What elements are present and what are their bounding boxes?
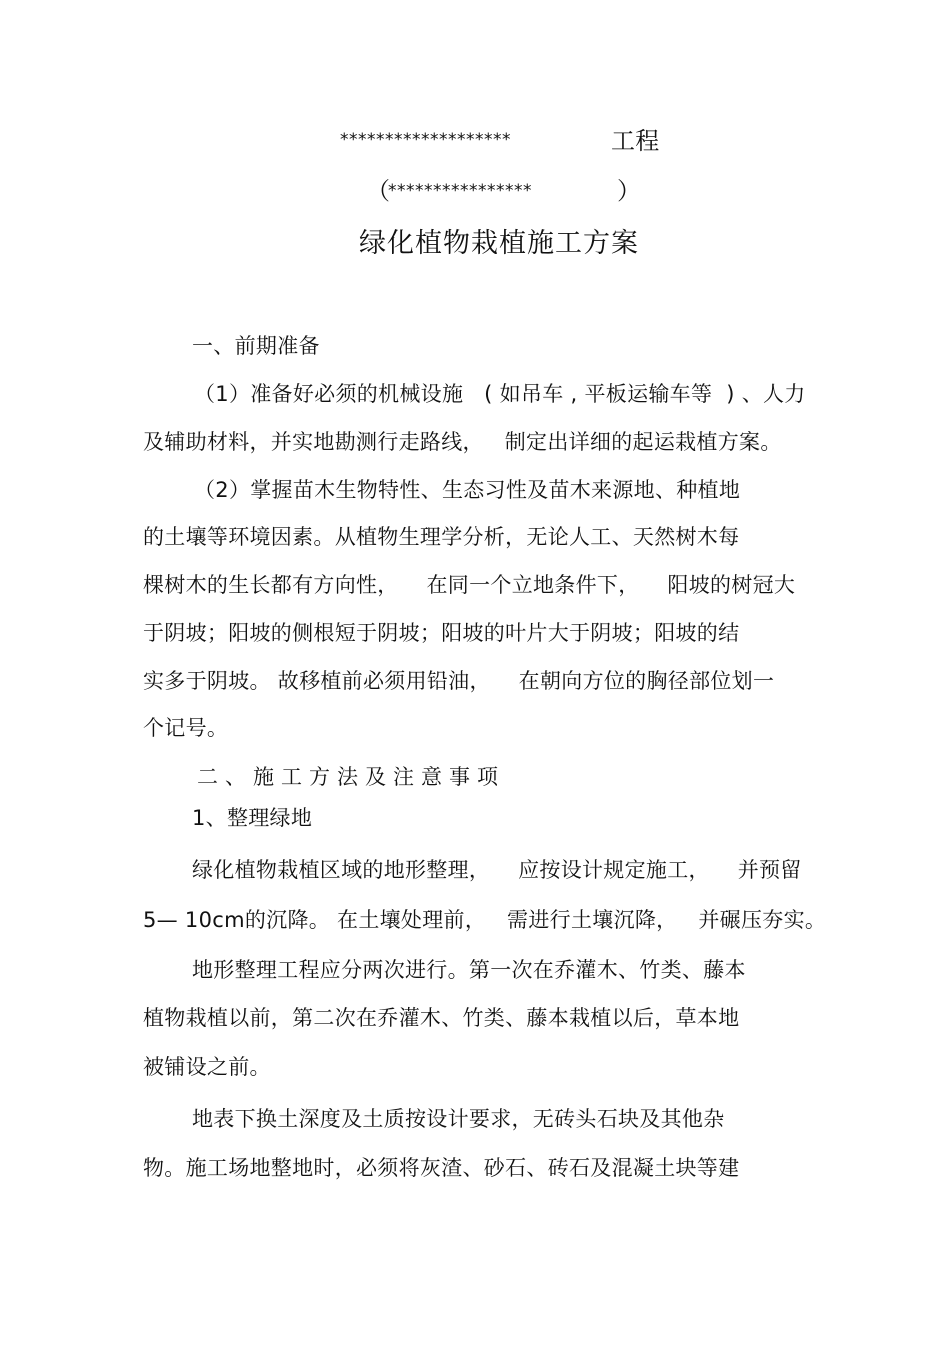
paragraph-line: 植物栽植以前，第二次在乔灌木、竹类、藤本栽植以后，草本地 [143, 1006, 740, 1030]
section-heading-prep: 一、前期准备 [192, 334, 320, 358]
section-heading-methods: 二、施工方法及注意事项 [197, 765, 505, 789]
project-name-placeholder: ******************* [340, 130, 511, 150]
paragraph-line: 地表下换土深度及土质按设计要求，无砖头石块及其他杂 [192, 1107, 725, 1131]
paragraph-line: 棵树木的生长都有方向性， 在同一个立地条件下， 阳坡的树冠大 [143, 573, 796, 597]
paragraph-line: 于阴坡；阳坡的侧根短于阴坡；阳坡的叶片大于阴坡；阳坡的结 [143, 621, 740, 645]
subtitle-paren-close: ） [617, 177, 642, 205]
paragraph-line: 被铺设之前。 [143, 1055, 271, 1079]
paragraph-line: 绿化植物栽植区域的地形整理， 应按设计规定施工， 并预留 [192, 858, 802, 882]
paragraph-line: 个记号。 [143, 716, 229, 740]
paragraph-line: （1）准备好必须的机械设施 ( 如吊车 , 平板运输车等 ) 、人力 [194, 382, 806, 406]
paragraph-line: 地形整理工程应分两次进行。第一次在乔灌木、竹类、藤本 [192, 958, 746, 982]
document-title: 绿化植物栽植施工方案 [359, 228, 639, 259]
paragraph-line: 5— 10cm的沉降。 在土壤处理前， 需进行土壤沉降， 并碾压夯实。 [143, 908, 827, 932]
paragraph-line: （2）掌握苗木生物特性、生态习性及苗木来源地、种植地 [194, 478, 741, 502]
paragraph-line: 及辅助材料，并实地勘测行走路线， 制定出详细的起运栽植方案。 [143, 430, 782, 454]
paragraph-line: 物。施工场地整地时，必须将灰渣、砂石、砖石及混凝土块等建 [143, 1156, 740, 1180]
subsection-heading: 1、整理绿地 [192, 806, 313, 830]
subtitle-placeholder: **************** [388, 181, 532, 201]
paragraph-line: 实多于阴坡。 故移植前必须用铅油， 在朝向方位的胸径部位划一 [143, 669, 775, 693]
subtitle-paren-open: （ [366, 177, 391, 205]
project-word: 工程 [611, 127, 660, 155]
paragraph-line: 的土壤等环境因素。从植物生理学分析，无论人工、天然树木每 [143, 525, 740, 549]
